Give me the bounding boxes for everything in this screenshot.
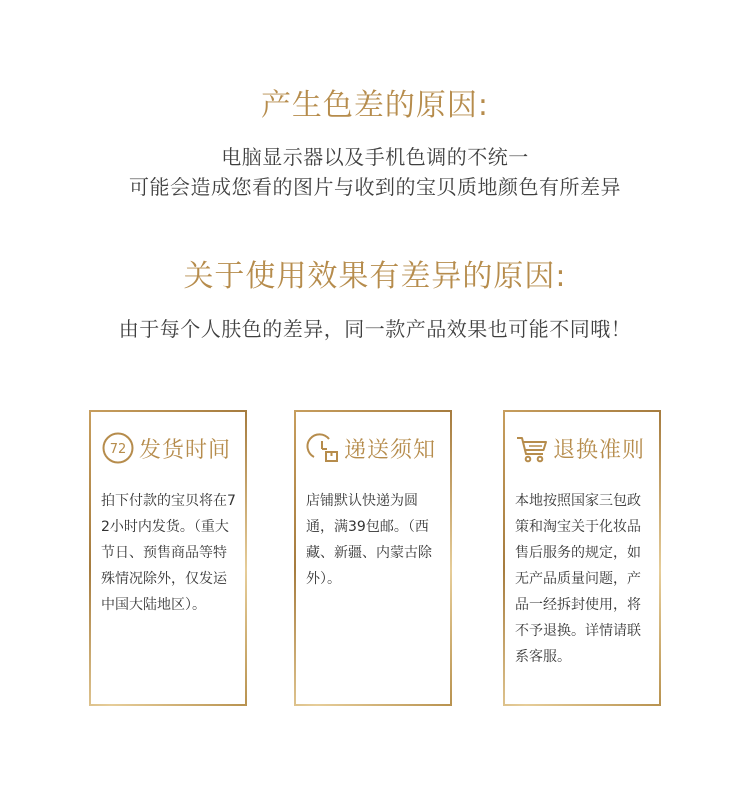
effect-difference-line: 由于每个人肤色的差异，同一款产品效果也可能不同哦！ <box>118 317 632 341</box>
color-difference-line-1: 电脑显示器以及手机色调的不统一 <box>221 145 529 169</box>
shipping-time-card-header <box>101 430 239 466</box>
delivery-notice-card <box>294 410 452 706</box>
delivery-notice-title: 递送须知 <box>344 437 437 463</box>
shopping-cart-icon <box>515 431 549 465</box>
shipping-time-card <box>89 410 247 706</box>
color-difference-heading: 产生色差的原因: <box>260 88 490 123</box>
72-hour-icon-text: 72 <box>109 442 127 457</box>
effect-difference-heading: 关于使用效果有差异的原因: <box>183 259 567 294</box>
return-policy-card <box>503 410 661 706</box>
delivery-clock-box-icon <box>306 431 340 465</box>
shipping-time-title: 发货时间 <box>139 437 232 463</box>
return-policy-card-header <box>515 430 653 466</box>
72-hour-icon <box>101 431 135 465</box>
return-policy-title: 退换准则 <box>553 437 646 463</box>
color-difference-line-2: 可能会造成您看的图片与收到的宝贝质地颜色有所差异 <box>129 175 621 199</box>
delivery-notice-body: 店铺默认快递为圆通，满39包邮。（西藏、新疆、内蒙古除外）。 <box>306 493 432 587</box>
return-policy-body: 本地按照国家三包政策和淘宝关于化妆品售后服务的规定，如无产品质量问题，产品一经拆封使用，将不予退换。详情请联系客服。 <box>515 493 641 665</box>
delivery-notice-card-header <box>306 430 444 466</box>
shipping-time-body: 拍下付款的宝贝将在72小时内发货。（重大节日、预售商品等特殊情况除外，仅发运中国大陆地区）。 <box>101 493 236 613</box>
